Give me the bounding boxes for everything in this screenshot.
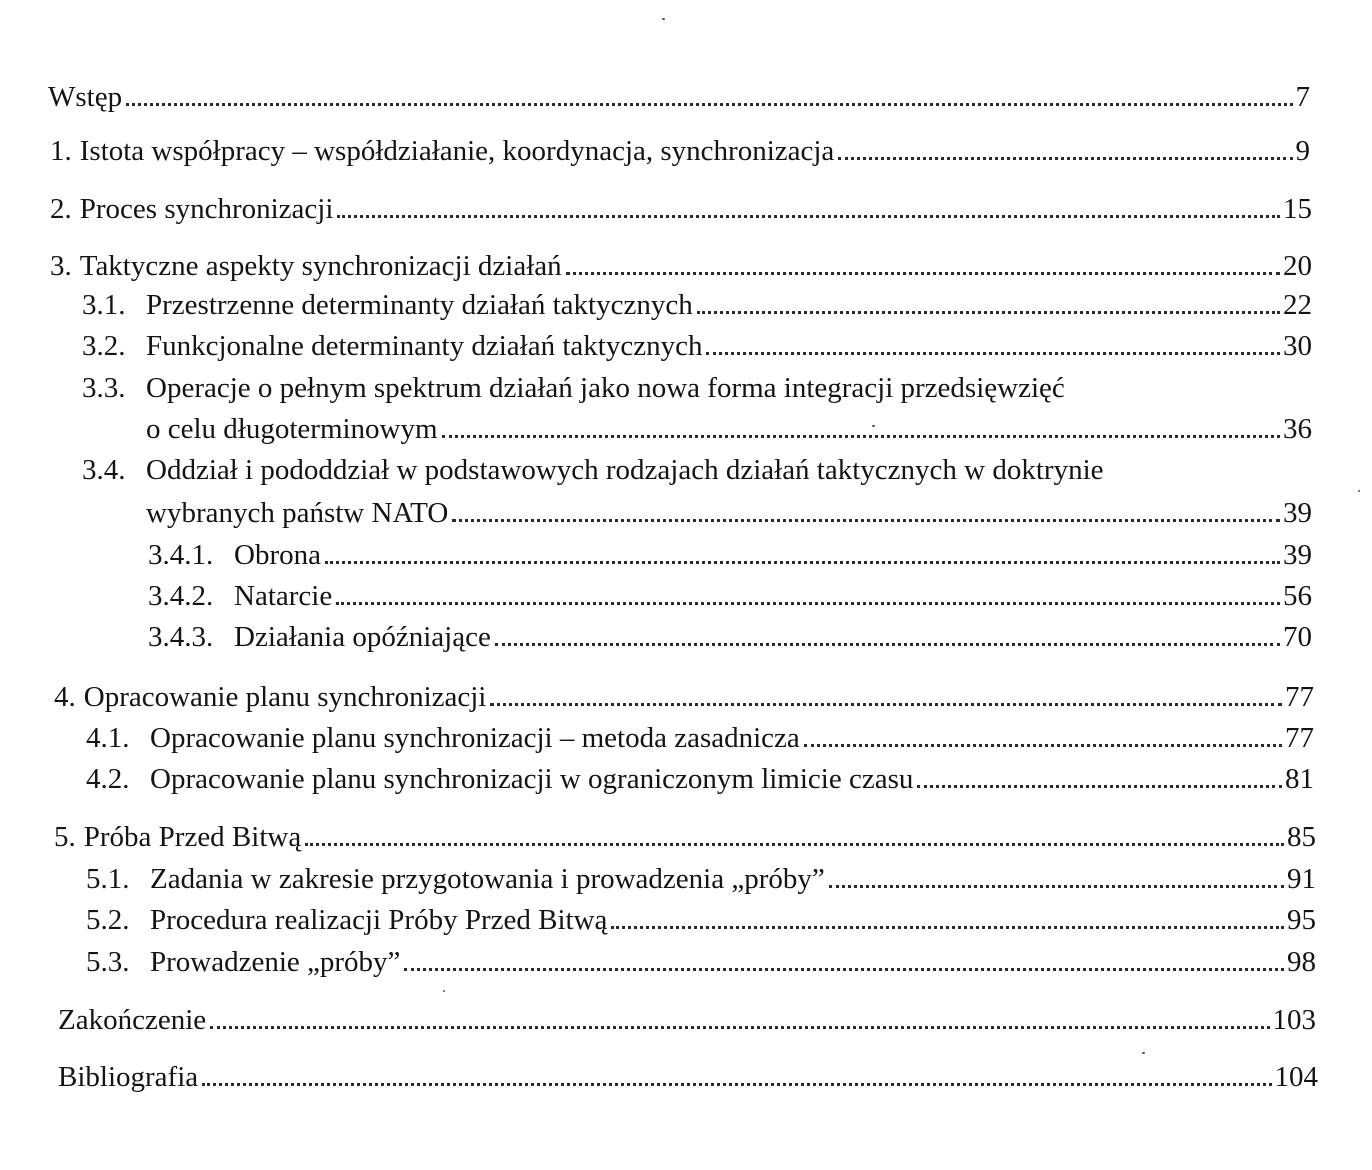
- toc-entry-page: 81: [1285, 763, 1314, 795]
- toc-entry-title: Próba Przed Bitwą: [83, 821, 302, 853]
- toc-entry-number: 3.: [50, 250, 72, 282]
- toc-entry-section-5-3: [86, 945, 1316, 979]
- dot-leader: [442, 435, 1280, 438]
- toc-entry-number: 4.1.: [86, 722, 130, 754]
- toc-entry-title-continued: wybranych państw NATO: [146, 497, 449, 529]
- toc-entry-page: 95: [1287, 904, 1316, 936]
- dot-leader: [804, 744, 1282, 747]
- scan-speck: [662, 18, 665, 20]
- toc-entry-chapter-1: [50, 134, 1310, 168]
- toc-entry-title: Oddział i pododdział w podstawowych rodzajach działań taktycznych w doktrynie: [146, 454, 1104, 486]
- toc-entry-title: Opracowanie planu synchronizacji – metoda zasadnicza: [150, 722, 800, 754]
- dot-leader: [917, 785, 1282, 788]
- toc-entry-number: 3.4.1.: [148, 539, 214, 571]
- toc-entry-page: 85: [1287, 821, 1316, 853]
- toc-entry-page: 91: [1287, 863, 1316, 895]
- toc-entry-page: 98: [1287, 946, 1316, 978]
- toc-entry-title: Obrona: [234, 539, 321, 571]
- toc-entry-chapter-4: [54, 680, 1314, 714]
- toc-entry-page: 9: [1295, 135, 1310, 167]
- toc-entry-page: 77: [1285, 722, 1314, 754]
- dot-leader: [210, 1026, 1269, 1029]
- dot-leader: [829, 885, 1284, 888]
- toc-entry-section-5-1: [86, 862, 1316, 896]
- toc-entry-number: 4.: [54, 681, 76, 713]
- toc-entry-page: 20: [1283, 250, 1312, 282]
- toc-entry-number: 5.1.: [86, 863, 130, 895]
- dot-leader: [490, 703, 1282, 706]
- dot-leader: [452, 519, 1280, 522]
- toc-entry-number: 3.3.: [82, 372, 126, 404]
- toc-entry-title: Funkcjonalne determinanty działań taktycznych: [146, 330, 703, 362]
- dot-leader: [404, 968, 1284, 971]
- toc-entry-chapter-2: [50, 192, 1312, 226]
- dot-leader: [611, 926, 1284, 929]
- toc-entry-section-3-2: [82, 329, 1312, 363]
- toc-entry-page: 39: [1283, 539, 1312, 571]
- toc-entry-number: 3.2.: [82, 330, 126, 362]
- toc-entry-title: Zadania w zakresie przygotowania i prowadzenia „próby”: [150, 863, 825, 895]
- dot-leader: [305, 843, 1284, 846]
- scan-speck: [443, 990, 445, 992]
- toc-entry-introduction: [48, 80, 1310, 114]
- toc-entry-section-5-2: [86, 903, 1316, 937]
- toc-entry-title: Działania opóźniające: [234, 621, 491, 653]
- dot-leader: [336, 602, 1280, 605]
- toc-entry-section-3-4-first-line: [82, 453, 1104, 487]
- dot-leader: [495, 643, 1280, 646]
- toc-entry-number: 5.3.: [86, 946, 130, 978]
- dot-leader: [697, 311, 1280, 314]
- toc-entry-number: 3.4.3.: [148, 621, 214, 653]
- dot-leader: [706, 352, 1280, 355]
- toc-entry-page: 15: [1283, 193, 1312, 225]
- toc-entry-section-3-3: [146, 412, 1312, 446]
- toc-entry-subsection-3-4-1: [148, 538, 1312, 572]
- toc-entry-title: Opracowanie planu synchronizacji: [83, 681, 487, 713]
- toc-entry-title: Zakończenie: [58, 1004, 207, 1036]
- toc-entry-page: 36: [1283, 413, 1312, 445]
- toc-entry-title: Przestrzenne determinanty działań taktycznych: [146, 289, 693, 321]
- toc-entry-page: 39: [1283, 497, 1312, 529]
- toc-entry-title: Procedura realizacji Próby Przed Bitwą: [150, 904, 608, 936]
- toc-entry-section-3-3-first-line: [82, 371, 1065, 405]
- toc-entry-page: 7: [1295, 81, 1310, 113]
- dot-leader: [126, 103, 1292, 106]
- toc-entry-title: Prowadzenie „próby”: [150, 946, 401, 978]
- toc-entry-subsection-3-4-3: [148, 620, 1312, 654]
- toc-entry-title: Taktyczne aspekty synchronizacji działań: [79, 250, 562, 282]
- toc-entry-title: Bibliografia: [58, 1061, 199, 1093]
- dot-leader: [337, 215, 1280, 218]
- toc-entry-page: 70: [1283, 621, 1312, 653]
- toc-entry-title-continued: o celu długoterminowym: [146, 413, 438, 445]
- scan-speck: [1142, 1052, 1145, 1054]
- toc-entry-bibliography: [58, 1060, 1318, 1094]
- toc-entry-page: 30: [1283, 330, 1312, 362]
- toc-entry-number: 1.: [50, 135, 72, 167]
- toc-entry-section-4-1: [86, 721, 1314, 755]
- toc-entry-number: 4.2.: [86, 763, 130, 795]
- toc-entry-number: 3.4.2.: [148, 580, 214, 612]
- toc-entry-subsection-3-4-2: [148, 579, 1312, 613]
- toc-entry-page: 22: [1283, 289, 1312, 321]
- toc-entry-title: Proces synchronizacji: [79, 193, 334, 225]
- scan-speck: [1358, 490, 1360, 492]
- toc-entry-page: 104: [1274, 1061, 1318, 1093]
- toc-entry-conclusion: [58, 1003, 1316, 1037]
- dot-leader: [566, 272, 1280, 275]
- toc-entry-section-4-2: [86, 762, 1314, 796]
- toc-entry-title: Operacje o pełnym spektrum działań jako nowa forma integracji przedsięwzięć: [146, 372, 1065, 404]
- toc-entry-section-3-1: [82, 288, 1312, 322]
- dot-leader: [325, 561, 1280, 564]
- toc-entry-title: Wstęp: [48, 81, 123, 113]
- toc-entry-number: 3.4.: [82, 454, 126, 486]
- toc-entry-title: Istota współpracy – współdziałanie, koordynacja, synchronizacja: [79, 135, 835, 167]
- toc-entry-number: 3.1.: [82, 289, 126, 321]
- toc-entry-number: 5.: [54, 821, 76, 853]
- toc-entry-section-3-4: [146, 496, 1312, 530]
- toc-entry-title: Natarcie: [234, 580, 333, 612]
- toc-entry-number: 2.: [50, 193, 72, 225]
- toc-entry-chapter-5: [54, 820, 1316, 854]
- dot-leader: [202, 1083, 1271, 1086]
- toc-entry-chapter-3: [50, 249, 1312, 283]
- toc-entry-page: 56: [1283, 580, 1312, 612]
- toc-entry-title: Opracowanie planu synchronizacji w ograniczonym limicie czasu: [150, 763, 914, 795]
- toc-entry-page: 77: [1285, 681, 1314, 713]
- toc-entry-page: 103: [1272, 1004, 1316, 1036]
- dot-leader: [838, 157, 1292, 160]
- toc-entry-number: 5.2.: [86, 904, 130, 936]
